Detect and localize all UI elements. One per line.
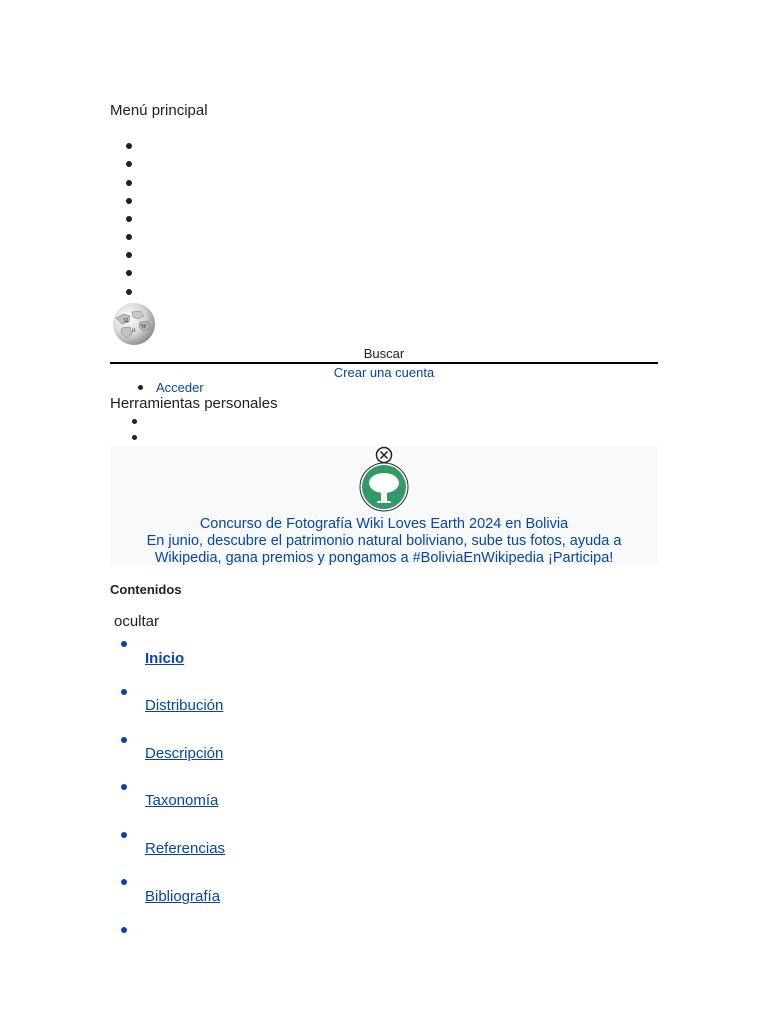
toc-bullet (121, 641, 127, 647)
main-menu-item[interactable] (126, 234, 132, 240)
personal-tools-item[interactable] (132, 419, 137, 424)
campaign-banner-link[interactable] (110, 516, 658, 567)
toc-item[interactable]: Descripción (145, 745, 224, 762)
main-menu-item[interactable] (126, 198, 132, 204)
main-menu-item[interactable] (126, 180, 132, 186)
main-menu-item[interactable] (126, 289, 132, 295)
globe-icon (110, 302, 158, 346)
toc-bullet (121, 737, 127, 743)
svg-text:W: W (141, 324, 147, 330)
personal-tools-title[interactable]: Herramientas personales (110, 395, 278, 412)
toc-title: Contenidos (110, 582, 182, 597)
tree-icon[interactable] (358, 462, 410, 512)
wikipedia-logo[interactable] (110, 302, 158, 346)
svg-text:И: И (132, 329, 136, 334)
login-link[interactable]: Acceder (156, 380, 204, 395)
toc-item[interactable]: Bibliografía (145, 888, 221, 905)
main-menu-item[interactable] (126, 270, 132, 276)
toc-item[interactable]: Inicio (145, 650, 185, 667)
create-account-link[interactable]: Crear una cuenta (333, 365, 435, 380)
banner-line: Concurso de Fotografía Wiki Loves Earth 2024 en Bolivia (199, 516, 569, 532)
search-button[interactable]: Buscar (363, 346, 405, 361)
main-menu-item[interactable] (126, 252, 132, 258)
personal-tools-item[interactable] (132, 435, 137, 440)
main-menu-item[interactable] (126, 161, 132, 167)
banner-line: En junio, descubre el patrimonio natural boliviano, sube tus fotos, ayuda a (146, 533, 622, 549)
search-divider (110, 362, 658, 364)
toc-bullet (121, 784, 127, 790)
toc-bullet (121, 689, 127, 695)
svg-text:Ω: Ω (124, 318, 129, 324)
toc-item[interactable]: Distribución (145, 697, 224, 714)
toc-item[interactable]: Referencias (145, 840, 226, 857)
main-menu-label[interactable]: Menú principal (110, 102, 208, 119)
toc-bullet (121, 832, 127, 838)
banner-line: Wikipedia, gana premios y pongamos a #BoliviaEnWikipedia ¡Participa! (154, 550, 614, 566)
toc-bullet[interactable] (121, 927, 127, 933)
toc-bullet (121, 879, 127, 885)
toc-hide-button[interactable]: ocultar (114, 613, 160, 630)
main-menu-item[interactable] (126, 143, 132, 149)
toc-item[interactable]: Taxonomía (145, 792, 219, 809)
list-bullet (138, 385, 143, 390)
main-menu-item[interactable] (126, 216, 132, 222)
